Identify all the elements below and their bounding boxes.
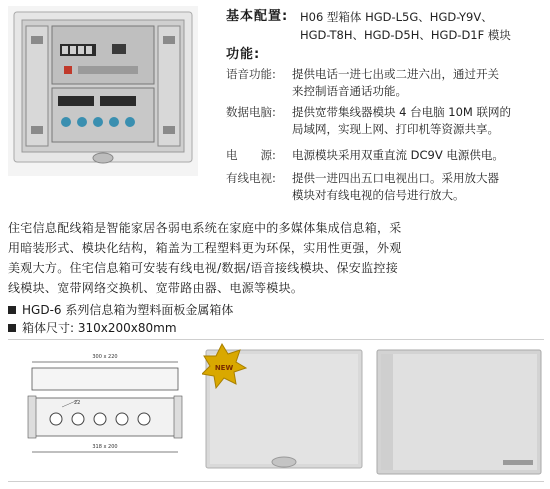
voice-line2: 来控制语音通话功能。 [292,84,407,98]
bullet-square-icon [8,324,16,332]
bullet-material [8,302,233,318]
description-block [8,218,544,298]
description-line3: 美观大方。住宅信息箱可安装有线电视/数据/语音接线模块、保安监控接 [8,261,398,275]
basic-config-line2: HGD-T8H、HGD-D5H、HGD-D1F 模块 [300,28,511,42]
divider-bottom [8,481,544,482]
data-line1: 提供宽带集线器模块 4 台电脑 10M 联网的 [292,105,511,119]
bullet-size-text: 箱体尺寸: 310x200x80mm [22,321,177,335]
description-line2: 用暗装形式、模块化结构，箱盖为工程塑料更为环保，实用性更强，外观 [8,241,402,255]
voice-line1: 提供电话一进七出或二进六出，通过开关 [292,67,499,81]
function-label: 功能: [226,47,261,62]
box-front-photo [202,340,366,480]
description-line4: 线模块、宽带网络交换机、宽带路由器、电源等模块。 [8,281,304,295]
tv-label: 有线电视: [226,171,276,185]
data-label: 数据电脑: [226,105,276,119]
basic-config-label: 基本配置: [226,9,289,24]
basic-config-line1: H06 型箱体 HGD-L5G、HGD-Y9V、 [300,10,493,24]
dim-top-text: 300 x 220 [92,354,118,360]
data-line2: 局域网，实现上网、打印机等资源共享。 [292,122,499,136]
dim-hole-text: 22 [74,400,81,406]
tv-line1: 提供一进四出五口电视出口。采用放大器 [292,171,499,185]
product-photo [8,6,198,176]
bullet-square-icon [8,306,16,314]
technical-drawing [8,340,196,478]
power-line1: 电源模块采用双重直流 DC9V 电源供电。 [292,148,504,162]
description-line1: 住宅信息配线箱是智能家居各弱电系统在家庭中的多媒体集成信息箱，采 [8,221,402,235]
tv-line2: 模块对有线电视的信号进行放大。 [292,188,465,202]
dim-bottom-text: 318 x 200 [92,444,118,450]
power-label: 电 源: [226,148,276,162]
bullet-size [8,320,177,336]
bullet-material-text: HGD-6 系列信息箱为塑料面板金属箱体 [22,303,234,317]
box-closed-photo [373,340,545,480]
voice-label: 语音功能: [226,67,276,81]
new-badge-text: NEW [214,364,234,372]
